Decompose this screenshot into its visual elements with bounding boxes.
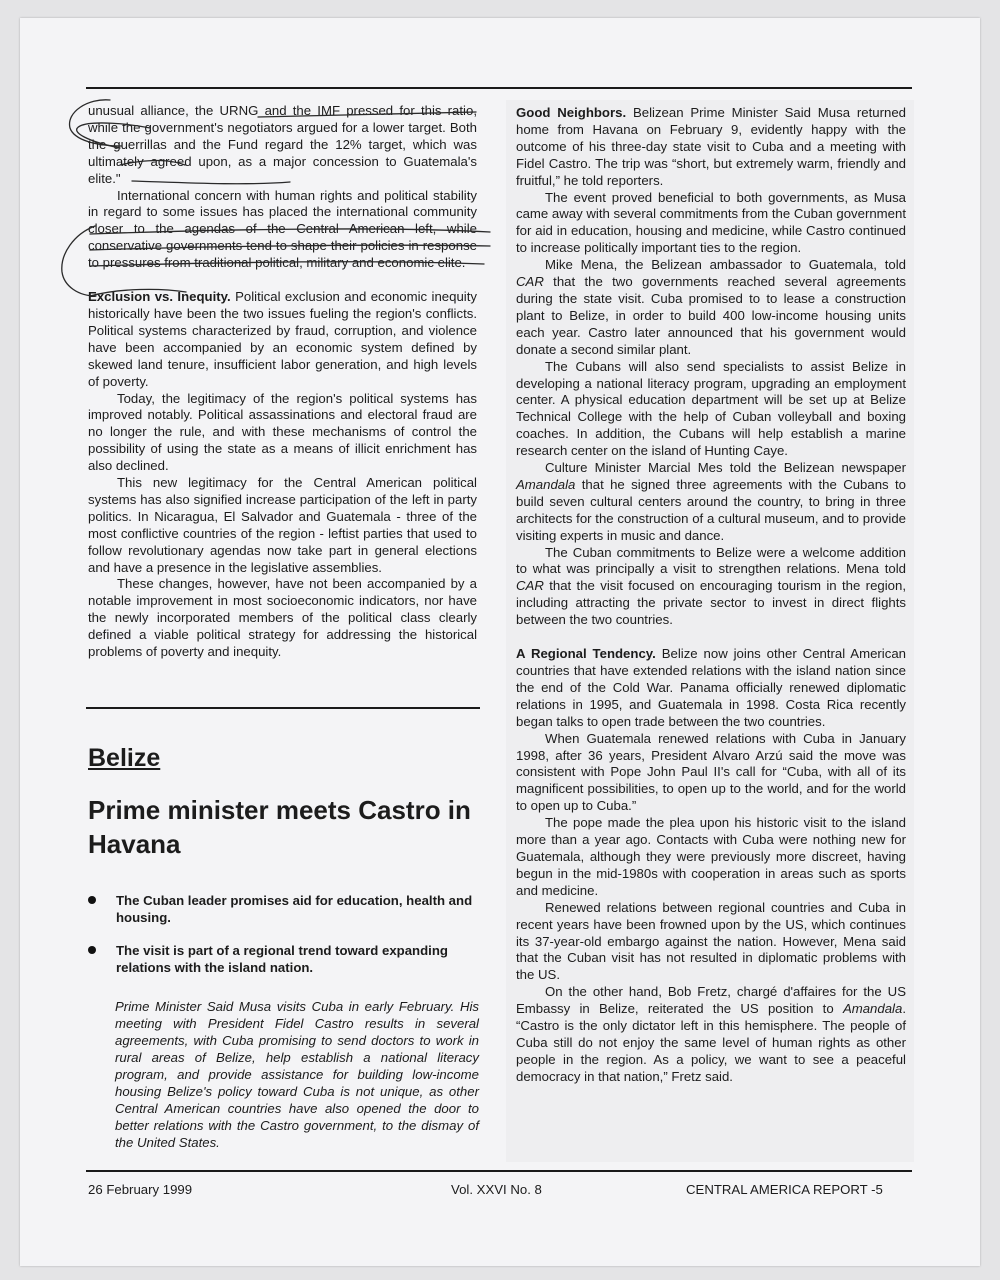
subheading-exclusion: Exclusion vs. Inequity.	[88, 289, 231, 305]
section-label: Belize	[88, 744, 161, 772]
paragraph: This new legitimacy for the Central American political systems has also signified increase participation of the left in party politics. In Nicaragua, El Salvador and Guatemala - three of the most conflictive countries of the region - leftist parties that used to follow revolutionary agendas now take part in general elections and have a presence in the legislative assemblies.	[88, 475, 477, 575]
article-intro: Prime Minister Said Musa visits Cuba in early February. His meeting with President Fidel Castro results in several agreements, with Cuba promising to send doctors to work in rural areas of Belize, help establish a national literacy program, and provide assistance for building low-income housing Belize's policy toward Cuba is not unique, as other Central American countries have also opened the door to better relations with the Castro government, to the dismay of the United States.	[115, 999, 479, 1150]
paragraph: The Cuban commitments to Belize were a welcome addition to what was principally a visit to strengthen relations. Mena told CAR that the visit focused on encouraging tourism in the region, including attracting the private sector to invest in direct flights between the two countries.	[516, 544, 906, 628]
bottom-rule	[86, 1170, 912, 1172]
bullet-item: The visit is part of a regional trend toward expanding relations with the island nation.	[88, 942, 480, 976]
paragraph: The Cubans will also send specialists to assist Belize in developing a national literacy program, upgrading an employment center. A physical education department will be set up at Belize Technical College with the help of Cuban volleyball and boxing coaches. In addition, the Cubans will help establish a marine research center on the island of Hunting Caye.	[516, 358, 906, 459]
paragraph: On the other hand, Bob Fretz, chargé d'affaires for the US Embassy in Belize, reiterated the US position to Amandala. “Castro is the only dictator left in this hemisphere. The people of Cuba still do not enjoy the same level of human rights as other people in the region. As a policy, we want to see a peaceful democracy in that nation,” Fretz said.	[516, 984, 906, 1084]
paragraph: These changes, however, have not been accompanied by a notable improvement in most socioeconomic indicators, nor have the newly incorporated members of the political class clearly defined a viable political strategy for addressing the historical problems of poverty and inequity.	[88, 576, 477, 660]
article-headline: Prime minister meets Castro in Havana	[88, 795, 471, 859]
paragraph: Renewed relations between regional countries and Cuba in recent years have been frowned upon by the US, which continues its 37-year-old embargo against the nation. However, Mena said that the Cuban visit has not resulted in diplomatic problems with the US.	[516, 899, 906, 983]
footer-date: 26 February 1999	[88, 1182, 193, 1197]
bullet-item: The Cuban leader promises aid for education, health and housing.	[88, 892, 480, 926]
left-column-text	[88, 103, 477, 661]
paragraph: Culture Minister Marcial Mes told the Belizean newspaper Amandala that he signed three agreements with the Cubans to build seven cultural centers around the country, to bring in three architects for the construction of a cultural museum, and to provide visiting experts in music and dance.	[516, 460, 906, 543]
paragraph-regional: A Regional Tendency. Belize now joins other Central American countries that have extended relations with the island nation since the end of the Cold War. Panama officially renewed diplomatic relations in 1995, and Guatemala in 1998. Costa Rica recently began talks to open trade between the two countries.	[516, 646, 906, 729]
right-column-text	[516, 105, 906, 1086]
top-rule	[86, 87, 912, 89]
summary-bullets	[88, 892, 480, 992]
paragraph-good-neighbors: Good Neighbors. Belizean Prime Minister Said Musa returned home from Havana on February 9, evidently happy with the outcome of his three-day state visit to Cuba and a meeting with Fidel Castro. The trip was “short, but extremely warm, friendly and fruitful,” he told reporters.	[516, 105, 906, 188]
paragraph: The pope made the plea upon his historic visit to the island more than a year ago. Contacts with Cuba were nothing new for Guatemala, although they were previously more discreet, having begun in the mid-1980s with cooperation in areas such as sports and medicine.	[516, 815, 906, 898]
bullet-icon	[88, 946, 96, 954]
subheading-regional: A Regional Tendency.	[516, 646, 656, 662]
paragraph: When Guatemala renewed relations with Cuba in January 1998, after 36 years, President Alvaro Arzú said the move was consistent with Pope John Paul II's call for “Cuba, with all of its magnificent possibilities, to open up to the world, and for the world to open up to Cuba.”	[516, 730, 906, 814]
footer-page-label: CENTRAL AMERICA REPORT -5	[686, 1182, 883, 1197]
paragraph: The event proved beneficial to both governments, as Musa came away with several commitments from the Cuban government for aid in education, housing and medicine, while Castro continued to increase politically important ties to the region.	[516, 189, 906, 256]
paragraph: unusual alliance, the URNG and the IMF pressed for this ratio, while the government's negotiators argued for a lower target. Both the guerrillas and the Fund regard the 12% target, which was ultimately agreed upon, as a major concession to Guatemala's elite."	[88, 103, 477, 186]
paragraph-exclusion: Exclusion vs. Inequity. Political exclusion and economic inequity historically have been the two issues fueling the region's conflicts. Political systems characterized by fraud, corruption, and violence have been accompanied by an economic system defined by skewed land tenure, insufficient labor generation, and high levels of poverty.	[88, 289, 477, 389]
footer-volume: Vol. XXVI No. 8	[451, 1182, 542, 1197]
paragraph: International concern with human rights and political stability in regard to some issues has placed the international community closer to the agendas of the Central American left, while conservative governments tend to shape their policies in response to pressures from traditional political, military and economic elite.	[88, 187, 477, 271]
paragraph: Mike Mena, the Belizean ambassador to Guatemala, told CAR that the two governments reached several agreements during the state visit. Cuba promised to to lease a construction plant to Belize, in order to build 400 low-income housing units each year. Castro later announced that his government would donate a second similar plant.	[516, 257, 906, 357]
subheading-good-neighbors: Good Neighbors.	[516, 105, 627, 120]
paragraph: Today, the legitimacy of the region's political systems has improved notably. Political assassinations and electoral fraud are no longer the rule, and with these mechanisms of control the possibility of using the state as a means of illicit enrichment has also declined.	[88, 390, 477, 474]
section-divider	[86, 707, 480, 709]
bullet-icon	[88, 896, 96, 904]
